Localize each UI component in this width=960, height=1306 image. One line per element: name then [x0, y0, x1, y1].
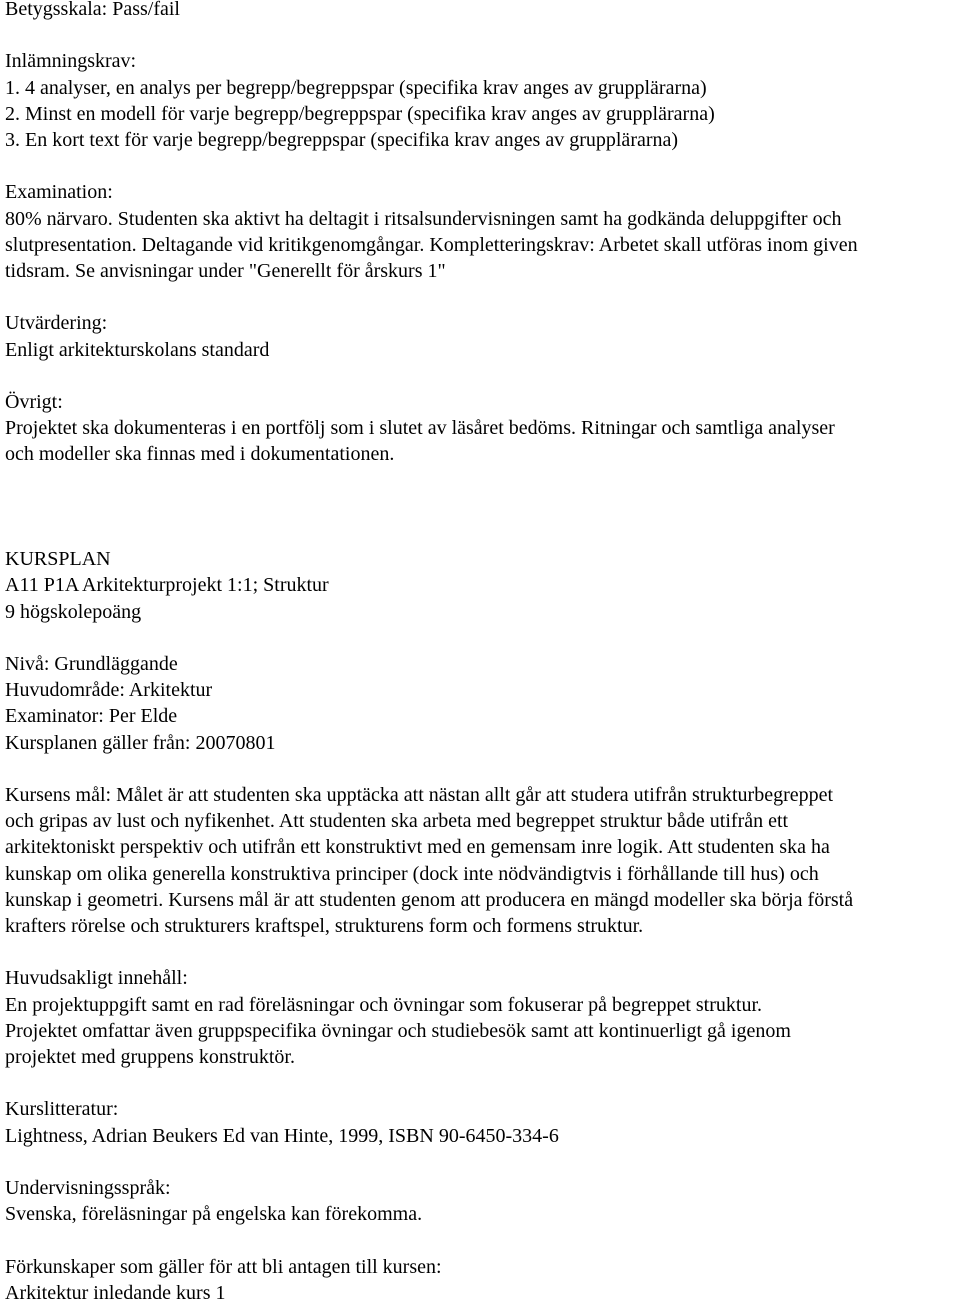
goals-text-line: och gripas av lust och nyfikenhet. Att studenten ska arbeta med begreppet struktur både utifrån ett: [5, 810, 789, 833]
content-text-line: En projektuppgift samt en rad föreläsningar och övningar som fokuserar på begreppet struktur.: [5, 993, 763, 1016]
spacer: [5, 363, 957, 389]
syllabus-valid-from: Kursplanen gäller från: 20070801: [5, 731, 276, 754]
prerequisites-text: Arkitektur inledande kurs 1: [5, 1281, 226, 1304]
goals-text-line: krafters rörelse och strukturers kraftspel, strukturens form och formens struktur.: [5, 915, 644, 937]
course-main-area: Huvudområde: Arkitektur: [5, 679, 213, 702]
other-text-line: och modeller ska finnas med i dokumentationen.: [5, 443, 395, 466]
spacer: [5, 284, 957, 310]
content-heading: Huvudsakligt innehåll:: [5, 967, 188, 990]
submission-item: 3. En kort text för varje begrepp/begreppspar (specifika krav anges av grupplärarna): [5, 129, 679, 151]
course-level: Nivå: Grundläggande: [5, 652, 178, 675]
submission-item: 2. Minst en modell för varje begrepp/begreppspar (specifika krav anges av grupplärarna): [5, 102, 715, 125]
course-credits: 9 högskolepoäng: [5, 600, 142, 623]
spacer: [5, 1070, 957, 1096]
submission-item: 1. 4 analyser, en analys per begrepp/begreppspar (specifika krav anges av grupplärarna): [5, 76, 707, 99]
spacer: [5, 1149, 957, 1175]
content-text-line: Projektet omfattar även gruppspecifika övningar och studiebesök samt att kontinuerligt gå igenom: [5, 1019, 791, 1042]
syllabus-label: KURSPLAN: [5, 548, 111, 571]
spacer: [5, 153, 957, 179]
submission-heading: Inlämningskrav:: [5, 50, 137, 73]
goals-text-line: kunskap om olika generella konstruktiva principer (dock inte nödvändigtvis i förhållande till hus) och: [5, 862, 819, 885]
spacer: [5, 625, 957, 651]
course-examiner: Examinator: Per Elde: [5, 705, 178, 728]
literature-text: Lightness, Adrian Beukers Ed van Hinte, 1999, ISBN 90-6450-334-6: [5, 1124, 559, 1147]
goals-text-line: kunskap i geometri. Kursens mål är att studenten genom att producera en mängd modeller ska börja förstå: [5, 888, 854, 911]
grading-scale: Betygsskala: Pass/fail: [5, 0, 180, 20]
examination-text-line: tidsram. Se anvisningar under "Generellt för årskurs 1": [5, 260, 446, 282]
examination-text-line: 80% närvaro. Studenten ska aktivt ha deltagit i ritsalsundervisningen samt ha godkända deluppgifter och: [5, 207, 842, 230]
other-text-line: Projektet ska dokumenteras i en portfölj som i slutet av läsåret bedöms. Ritningar och samtliga analyser: [5, 417, 835, 440]
examination-text-line: slutpresentation. Deltagande vid kritikgenomgångar. Kompletteringskrav: Arbetet skall utföras inom given: [5, 233, 858, 256]
course-title: A11 P1A Arkitekturprojekt 1:1; Struktur: [5, 574, 329, 597]
examination-heading: Examination:: [5, 181, 113, 204]
spacer: [5, 1227, 957, 1253]
spacer: [5, 939, 957, 965]
goals-text-line: arkitektoniskt perspektiv och utifrån ett konstruktivt med en gemensam inre logik. Att studenten ska ha: [5, 836, 830, 859]
goals-text-line: Kursens mål: Målet är att studenten ska upptäcka att nästan allt går att studera utifrån strukturbegreppet: [5, 783, 834, 806]
section-spacer: [5, 468, 957, 547]
document-page: [5, 0, 957, 1306]
content-text-line: projektet med gruppens konstruktör.: [5, 1046, 295, 1068]
language-text: Svenska, föreläsningar på engelska kan förekomma.: [5, 1203, 423, 1226]
language-heading: Undervisningsspråk:: [5, 1176, 171, 1199]
other-heading: Övrigt:: [5, 390, 63, 413]
spacer: [5, 756, 957, 782]
literature-heading: Kurslitteratur:: [5, 1098, 119, 1121]
spacer: [5, 22, 957, 48]
prerequisites-heading: Förkunskaper som gäller för att bli antagen till kursen:: [5, 1255, 442, 1278]
evaluation-text: Enligt arkitekturskolans standard: [5, 338, 270, 361]
evaluation-heading: Utvärdering:: [5, 312, 108, 335]
